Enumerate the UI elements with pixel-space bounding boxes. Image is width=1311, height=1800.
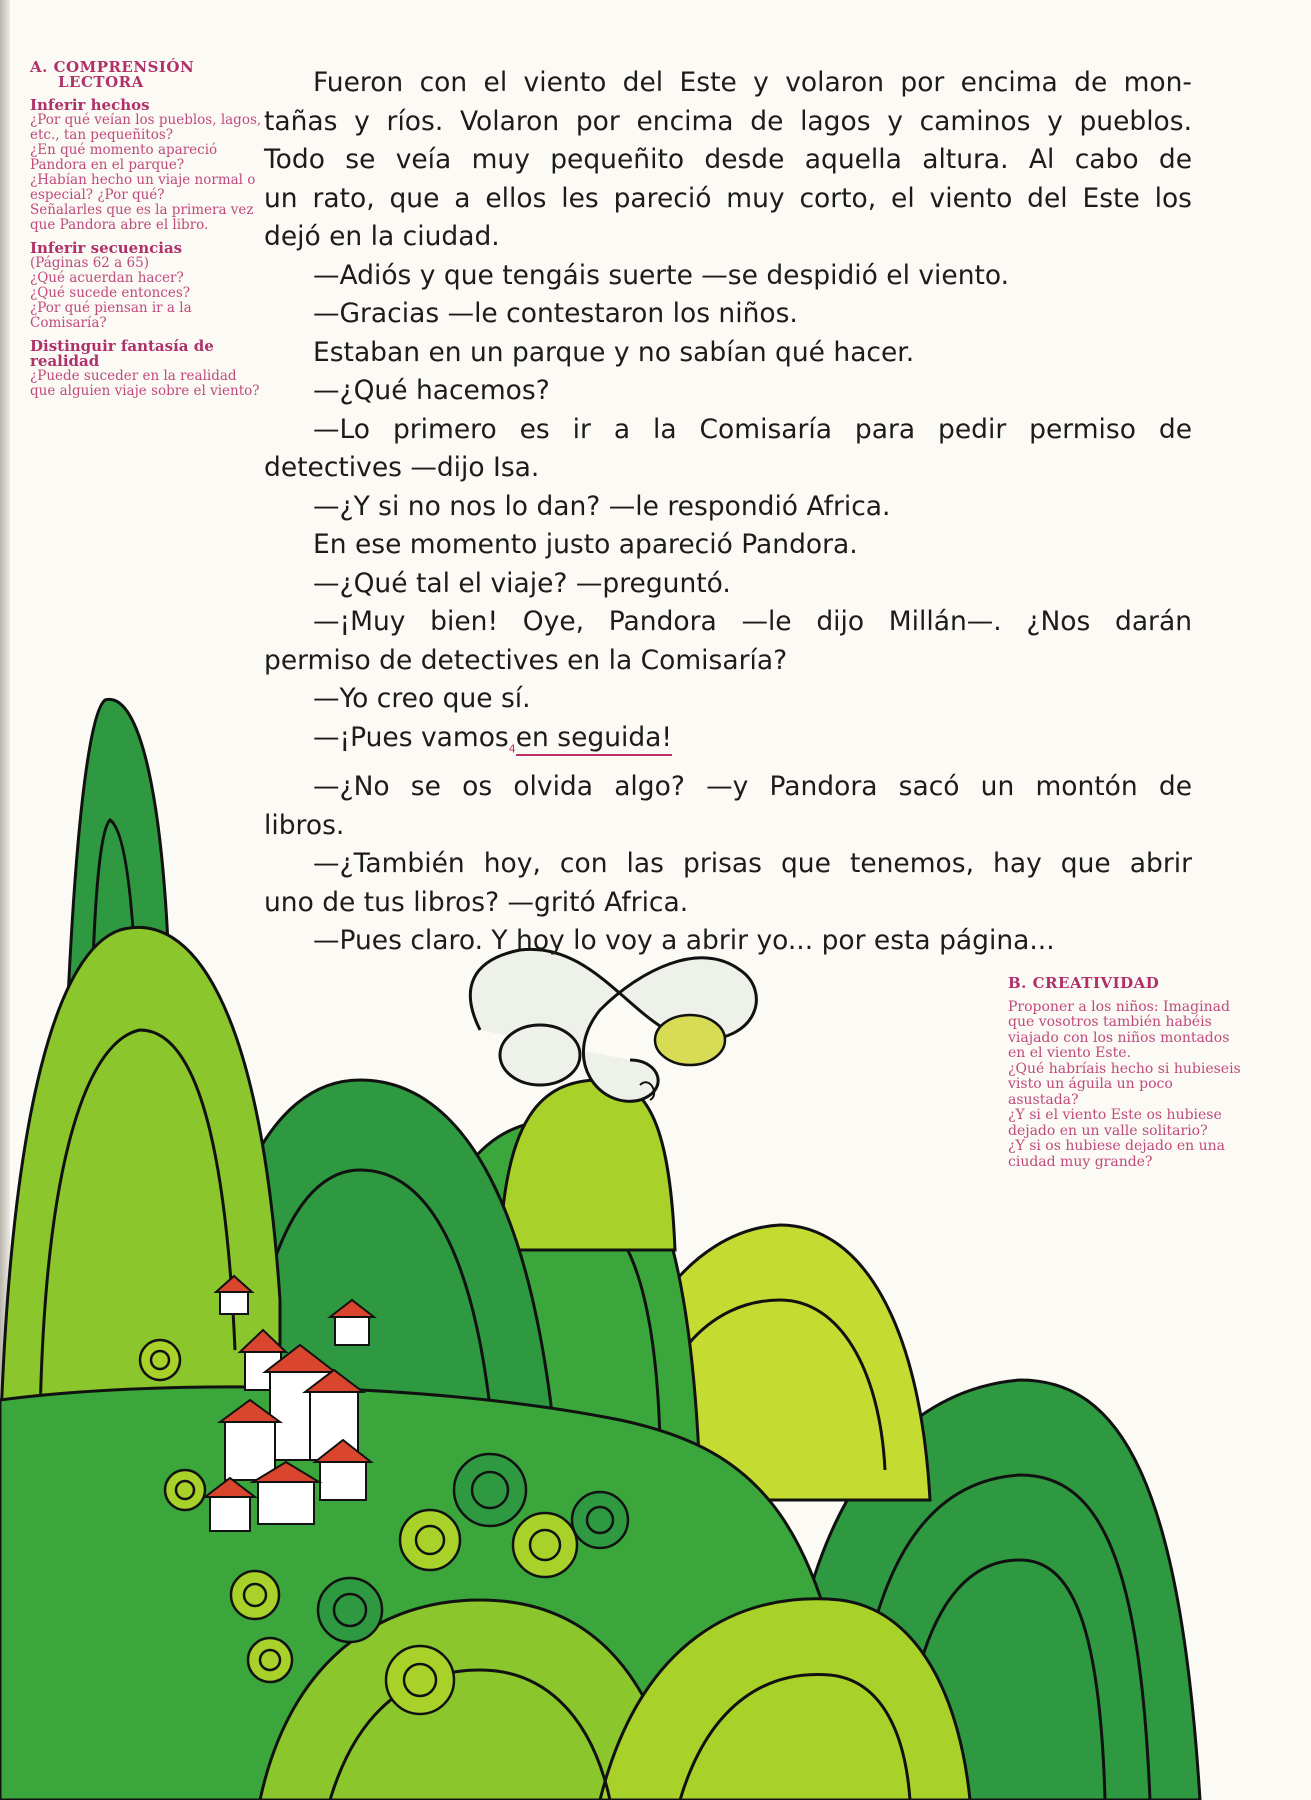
- story-line: Todo se veía muy pequeñito desde aquella altura. Al cabo de: [264, 144, 1192, 175]
- note: Señalarles que es la primera vez que Pandora abre el libro.: [30, 202, 254, 233]
- question: ¿Qué habríais hecho si hubieseis visto un águila un poco asustada?: [1008, 1060, 1241, 1108]
- question: ¿Por qué piensan ir a la Comisaría?: [30, 300, 192, 331]
- margin-notes-creativity: [1008, 976, 1244, 1170]
- story-line: —¡Muy bien! Oye, Pandora —le dijo Millán—. ¿Nos darán: [313, 606, 1192, 637]
- subheading-inferir-hechos: Inferir hechos: [30, 96, 150, 114]
- story-line: —¿No se os olvida algo? —y Pandora sacó un montón de: [313, 771, 1192, 803]
- story-line: —¿También hoy, con las prisas que tenemos, hay que abrir: [313, 848, 1192, 880]
- story-text: [264, 64, 1192, 961]
- story-line: —Lo primero es ir a la Comisaría para pedir permiso de: [313, 413, 1192, 445]
- instruction: Proponer a los niños: Imaginad que vosotros también habéis viajado con los niños montados en el viento Este.: [1008, 998, 1230, 1061]
- story-line: —¿Y si no nos lo dan? —le respondió Africa.: [313, 490, 891, 522]
- question: ¿Qué acuerdan hacer?: [30, 270, 184, 286]
- story-line: —Yo creo que sí.: [313, 683, 531, 714]
- story-line: permiso de detectives en la Comisaría?: [264, 644, 788, 676]
- section-title-a-cont: LECTORA: [58, 73, 144, 91]
- story-line: —Pues claro. Y hoy lo voy a abrir yo... por esta página...: [313, 925, 1055, 957]
- subheading-distinguir-fantasia: Distinguir fantasía de realidad: [30, 337, 214, 370]
- story-line: tañas y ríos. Volaron por encima de lagos y caminos y pueblos.: [264, 105, 1192, 137]
- subheading-inferir-secuencias: Inferir secuencias: [30, 239, 183, 257]
- annotation-mark: 4: [508, 741, 516, 755]
- story-line: dejó en la ciudad.: [264, 221, 500, 252]
- margin-notes-comprehension: [30, 60, 266, 399]
- question: ¿Y si os hubiese dejado en una ciudad muy grande?: [1008, 1138, 1225, 1170]
- story-fragment: —¡Pues vamos: [313, 721, 509, 753]
- story-line: libros.: [264, 809, 345, 841]
- wind-swirl-icon: [470, 949, 756, 1101]
- question: ¿Puede suceder en la realidad que alguien viaje sobre el viento?: [30, 368, 260, 399]
- story-line: detectives —dijo Isa.: [264, 452, 540, 483]
- story-line: Fueron con el viento del Este y volaron por encima de mon-: [313, 67, 1192, 98]
- page-reference: (Páginas 62 a 65): [30, 255, 149, 271]
- story-line: —¿Qué tal el viaje? —preguntó.: [313, 567, 731, 599]
- story-line: un rato, que a ellos les pareció muy corto, el viento del Este los: [264, 182, 1192, 214]
- story-line: Estaban en un parque y no sabían qué hacer.: [313, 336, 915, 368]
- question: ¿En qué momento apareció Pandora en el parque?: [30, 142, 218, 173]
- section-title-a: A. COMPRENSIÓN: [30, 58, 195, 76]
- question: ¿Por qué veían los pueblos, lagos, etc., tan pequeñitos?: [30, 112, 262, 143]
- question: ¿Habían hecho un viaje normal o especial? ¿Por qué?: [30, 172, 256, 203]
- question: ¿Y si el viento Este os hubiese dejado en un valle solitario?: [1008, 1107, 1222, 1139]
- story-line: uno de tus libros? —gritó Africa.: [264, 886, 689, 918]
- story-line: —Gracias —le contestaron los niños.: [313, 298, 798, 329]
- hill-mid-left: [500, 1080, 675, 1250]
- story-line: —¿Qué hacemos?: [313, 375, 550, 406]
- underlined-phrase: en seguida!: [516, 722, 672, 756]
- story-line: En ese momento justo apareció Pandora.: [313, 529, 858, 560]
- question: ¿Qué sucede entonces?: [30, 285, 191, 301]
- section-title-b: B. CREATIVIDAD: [1008, 974, 1160, 992]
- story-line: [264, 719, 1192, 769]
- story-line: —Adiós y que tengáis suerte —se despidió el viento.: [313, 259, 1010, 291]
